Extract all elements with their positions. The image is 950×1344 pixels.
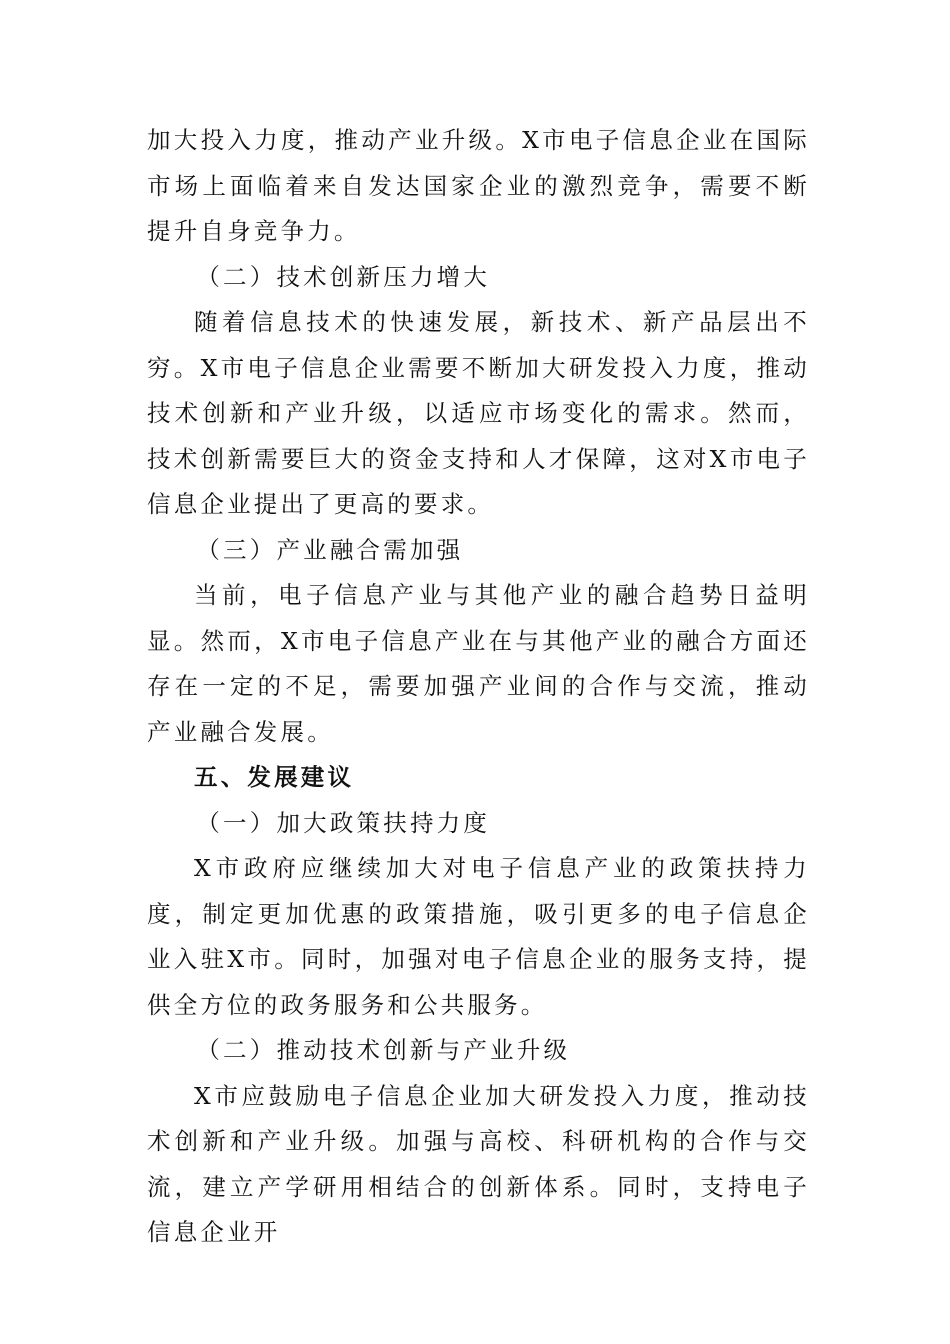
paragraph-industry-fusion: 当前，电子信息产业与其他产业的融合趋势日益明显。然而，X市电子信息产业在与其他产业的融合方面还存在一定的不足，需要加强产业间的合作与交流，推动产业融合发展。 — [147, 581, 810, 746]
paragraph-tech-innovation-pressure: 随着信息技术的快速发展，新技术、新产品层出不穷。X市电子信息企业需要不断加大研发投入力度，推动技术创新和产业升级，以适应市场变化的需求。然而，技术创新需要巨大的资金支持和人才保障，这对X市电子信息企业提出了更高的要求。 — [147, 308, 810, 518]
paragraph-policy-support: X市政府应继续加大对电子信息产业的政策扶持力度，制定更加优惠的政策措施，吸引更多的电子信息企业入驻X市。同时，加强对电子信息企业的服务支持，提供全方位的政务服务和公共服务。 — [147, 854, 810, 1019]
paragraph-continued: 加大投入力度，推动产业升级。X市电子信息企业在国际市场上面临着来自发达国家企业的激烈竞争，需要不断提升自身竞争力。 — [147, 126, 810, 245]
subheading-tech-innovation-pressure: （二）技术创新压力增大 — [196, 262, 491, 291]
subheading-industry-fusion: （三）产业融合需加强 — [196, 535, 464, 564]
subheading-policy-support: （一）加大政策扶持力度 — [196, 808, 491, 837]
document-body — [147, 118, 810, 1256]
paragraph-tech-upgrade: X市应鼓励电子信息企业加大研发投入力度，推动技术创新和产业升级。加强与高校、科研机构的合作与交流，建立产学研用相结合的创新体系。同时，支持电子信息企业开 — [147, 1081, 810, 1246]
section-title-development-suggestions: 五、发展建议 — [194, 763, 355, 791]
subheading-tech-upgrade: （二）推动技术创新与产业升级 — [196, 1036, 571, 1064]
